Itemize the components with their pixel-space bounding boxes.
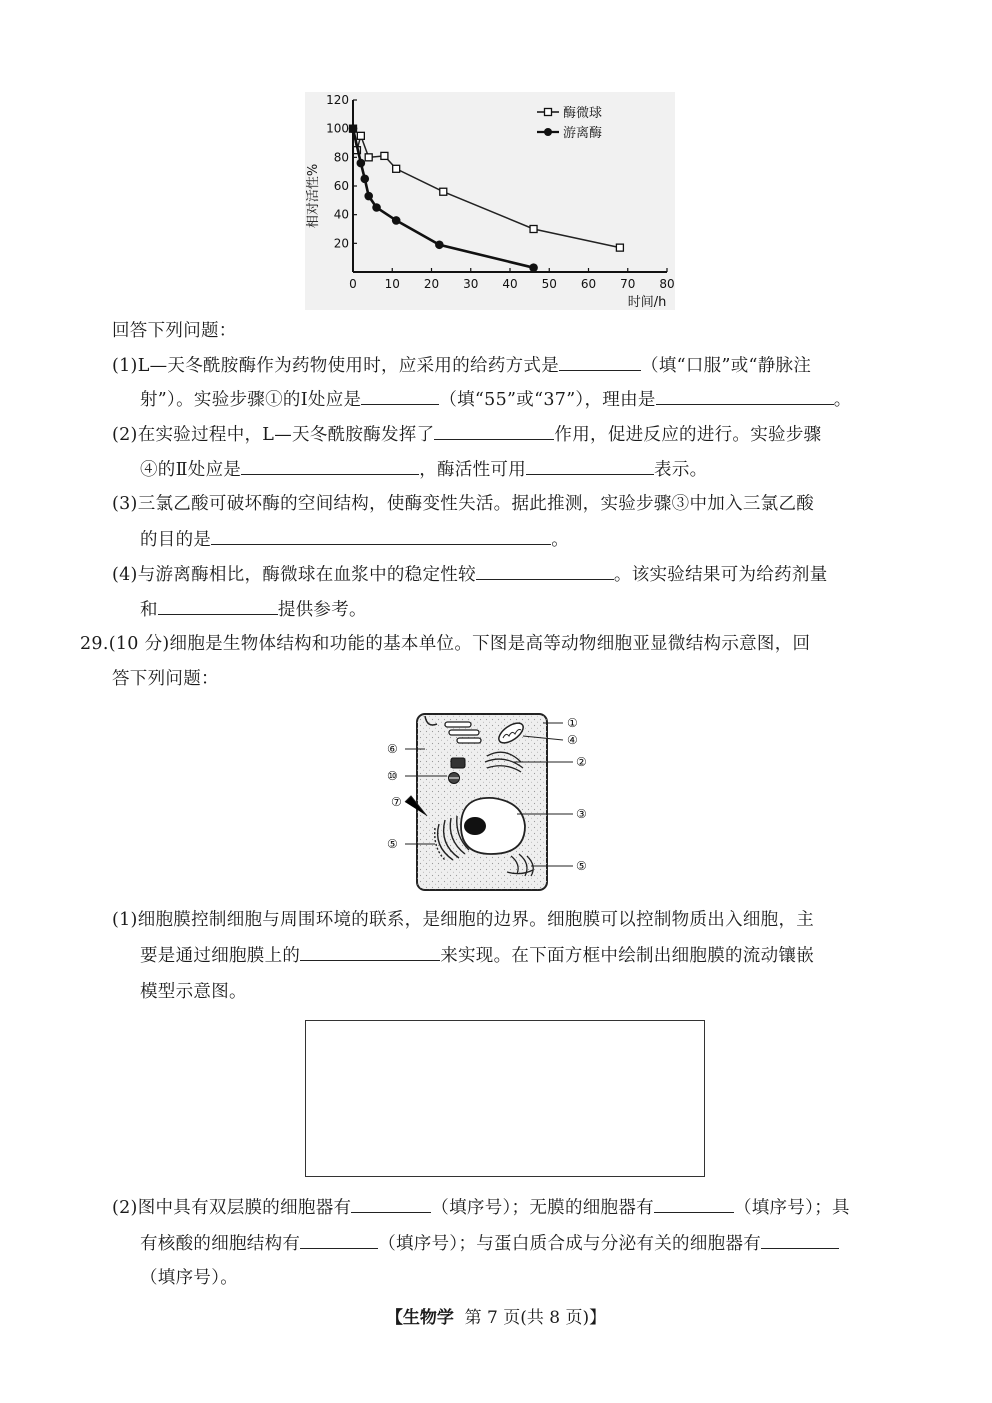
q29-p2-line2 bbox=[140, 1230, 839, 1257]
page-footer bbox=[0, 1306, 992, 1330]
point-microsphere bbox=[357, 132, 364, 139]
q2-text-a: (2)在实验过程中，L—天冬酰胺酶发挥了 bbox=[112, 425, 435, 445]
q29-p2-text-d: 有核酸的细胞结构有 bbox=[140, 1234, 301, 1254]
membrane-drawing-box[interactable] bbox=[305, 1020, 705, 1177]
x-tick-label: 50 bbox=[541, 277, 557, 291]
q2-text-d: ，酶活性可用 bbox=[419, 460, 527, 480]
label-5-left: ⑤ bbox=[387, 837, 398, 851]
y-tick-label: 60 bbox=[333, 179, 349, 193]
q2-blank-step[interactable] bbox=[241, 456, 419, 475]
point-microsphere bbox=[365, 154, 372, 161]
q29-p1-blank-structure[interactable] bbox=[300, 942, 440, 961]
q29-p2-text-e: （填序号）；与蛋白质合成与分泌有关的细胞器有 bbox=[378, 1234, 762, 1254]
q4-text-d: 提供参考。 bbox=[277, 600, 367, 620]
point-microsphere bbox=[393, 165, 400, 172]
q29-p1-line2 bbox=[140, 942, 814, 969]
q1-text-d: （填“55”或“37”），理由是 bbox=[439, 390, 656, 410]
point-free-enzyme bbox=[372, 203, 381, 212]
q29-heading-cont: 答下列问题： bbox=[112, 669, 219, 689]
q29-p2-line1 bbox=[112, 1194, 850, 1221]
footer-page: 第 7 页(共 8 页)】 bbox=[464, 1308, 607, 1328]
legend-marker-square bbox=[545, 109, 552, 116]
activity-line-chart bbox=[305, 92, 675, 310]
point-free-enzyme bbox=[435, 240, 444, 249]
q3-text-c: 。 bbox=[551, 530, 570, 550]
q29-p1-text-b: 要是通过细胞膜上的 bbox=[140, 946, 301, 966]
point-microsphere bbox=[440, 188, 447, 195]
q2-line1 bbox=[112, 421, 821, 448]
point-free-enzyme bbox=[392, 216, 401, 225]
x-tick-label: 60 bbox=[580, 277, 597, 291]
q4-line2 bbox=[140, 596, 367, 623]
q29-p2-blank-double-membrane[interactable] bbox=[351, 1194, 431, 1213]
legend-label: 游离酶 bbox=[563, 126, 603, 141]
x-tick-label: 0 bbox=[349, 277, 357, 291]
q4-blank-reference[interactable] bbox=[158, 596, 278, 615]
q4-text-a: (4)与游离酶相比，酶微球在血浆中的稳定性较 bbox=[112, 565, 476, 585]
q29-p2-line3: （填序号）。 bbox=[140, 1268, 239, 1288]
q1-blank-reason[interactable] bbox=[656, 386, 834, 405]
q4-text-b: 。该实验结果可为给药剂量 bbox=[613, 565, 828, 585]
point-free-enzyme bbox=[529, 263, 538, 272]
point-free-enzyme bbox=[357, 159, 366, 168]
y-tick-label: 120 bbox=[326, 93, 349, 107]
x-tick-label: 70 bbox=[620, 277, 636, 291]
questions-intro: 回答下列问题： bbox=[112, 321, 237, 341]
q29-p2-blank-no-membrane[interactable] bbox=[654, 1194, 734, 1213]
label-4: ④ bbox=[567, 733, 578, 747]
y-tick-label: 80 bbox=[333, 150, 349, 165]
q1-blank-temperature[interactable] bbox=[361, 386, 439, 405]
label-6: ⑥ bbox=[387, 742, 398, 756]
x-tick-label: 40 bbox=[502, 277, 518, 291]
q1-line1 bbox=[112, 352, 811, 379]
q3-text-b: 的目的是 bbox=[140, 530, 212, 550]
q1-blank-route[interactable] bbox=[559, 352, 641, 371]
x-tick-label: 20 bbox=[423, 277, 440, 291]
q2-text-e: 表示。 bbox=[654, 460, 708, 480]
q3-blank-purpose[interactable] bbox=[211, 526, 551, 545]
label-2: ② bbox=[576, 755, 587, 769]
q29-p1-text-c: 来实现。在下面方框中绘制出细胞膜的流动镶嵌 bbox=[440, 946, 815, 966]
series-line-microsphere bbox=[353, 129, 620, 248]
q29-p2-text-a: (2)图中具有双层膜的细胞器有 bbox=[112, 1198, 352, 1218]
y-tick-label: 20 bbox=[333, 236, 349, 251]
animal-cell-diagram bbox=[383, 706, 603, 896]
x-tick-label: 10 bbox=[384, 277, 400, 291]
x-tick-label: 30 bbox=[463, 277, 479, 291]
q29-p1-line3: 模型示意图。 bbox=[140, 982, 247, 1002]
q2-text-b: 作用，促进反应的进行。实验步骤 bbox=[554, 425, 822, 445]
cell-svg bbox=[383, 706, 603, 896]
q29-heading: 29.(10 分)细胞是生物体结构和功能的基本单位。下图是高等动物细胞亚显微结构示意图，回 bbox=[80, 634, 811, 654]
point-free-enzyme bbox=[364, 192, 373, 201]
q1-text-c: 射”）。实验步骤①的Ⅰ处应是 bbox=[140, 390, 362, 410]
q1-text-a: (1)L—天冬酰胺酶作为药物使用时，应采用的给药方式是 bbox=[112, 356, 560, 376]
q1-text-e: 。 bbox=[833, 390, 852, 410]
q3-line1: (3)三氯乙酸可破坏酶的空间结构，使酶变性失活。据此推测，实验步骤③中加入三氯乙酸 bbox=[112, 494, 815, 514]
label-10: ⑩ bbox=[387, 769, 398, 783]
label-3: ③ bbox=[576, 807, 587, 821]
footer-subject: 【生物学 bbox=[385, 1308, 454, 1328]
label-7: ⑦ bbox=[391, 795, 402, 809]
y-tick-label: 40 bbox=[333, 207, 349, 222]
q2-blank-role[interactable] bbox=[434, 421, 554, 440]
nucleus bbox=[461, 798, 525, 854]
q3-line2 bbox=[140, 526, 569, 553]
point-free-enzyme bbox=[349, 124, 358, 133]
y-axis-label: 相对活性% bbox=[306, 163, 321, 229]
q1-line2 bbox=[140, 386, 852, 413]
q29-p2-blank-nucleic-acid[interactable] bbox=[300, 1230, 378, 1249]
q4-blank-stability[interactable] bbox=[476, 561, 614, 580]
y-tick-label: 100 bbox=[326, 121, 349, 136]
point-microsphere bbox=[616, 244, 623, 251]
q4-line1 bbox=[112, 561, 828, 588]
legend-marker-circle bbox=[544, 128, 552, 136]
q1-text-b: （填“口服”或“静脉注 bbox=[641, 356, 812, 376]
label-5-right: ⑤ bbox=[576, 859, 587, 873]
x-axis-label: 时间/h bbox=[627, 295, 667, 310]
q29-p2-text-c: （填序号）；具 bbox=[733, 1198, 850, 1218]
chart-svg bbox=[305, 92, 675, 310]
q29-p1-line1: (1)细胞膜控制细胞与周围环境的联系，是细胞的边界。细胞膜可以控制物质出入细胞，主 bbox=[112, 910, 815, 930]
q2-blank-indicator[interactable] bbox=[526, 456, 654, 475]
legend-label: 酶微球 bbox=[563, 106, 603, 121]
q2-text-c: ④的Ⅱ处应是 bbox=[140, 460, 242, 480]
x-tick-label: 80 bbox=[659, 277, 675, 291]
point-microsphere bbox=[530, 226, 537, 233]
point-microsphere bbox=[381, 152, 388, 159]
point-free-enzyme bbox=[360, 175, 369, 184]
label-1: ① bbox=[567, 716, 578, 730]
series-line-free-enzyme bbox=[353, 129, 534, 268]
q29-p2-text-b: （填序号）；无膜的细胞器有 bbox=[431, 1198, 654, 1218]
q29-p2-blank-protein-secretion[interactable] bbox=[761, 1230, 839, 1249]
q4-text-c: 和 bbox=[140, 600, 158, 620]
q2-line2 bbox=[140, 456, 707, 483]
